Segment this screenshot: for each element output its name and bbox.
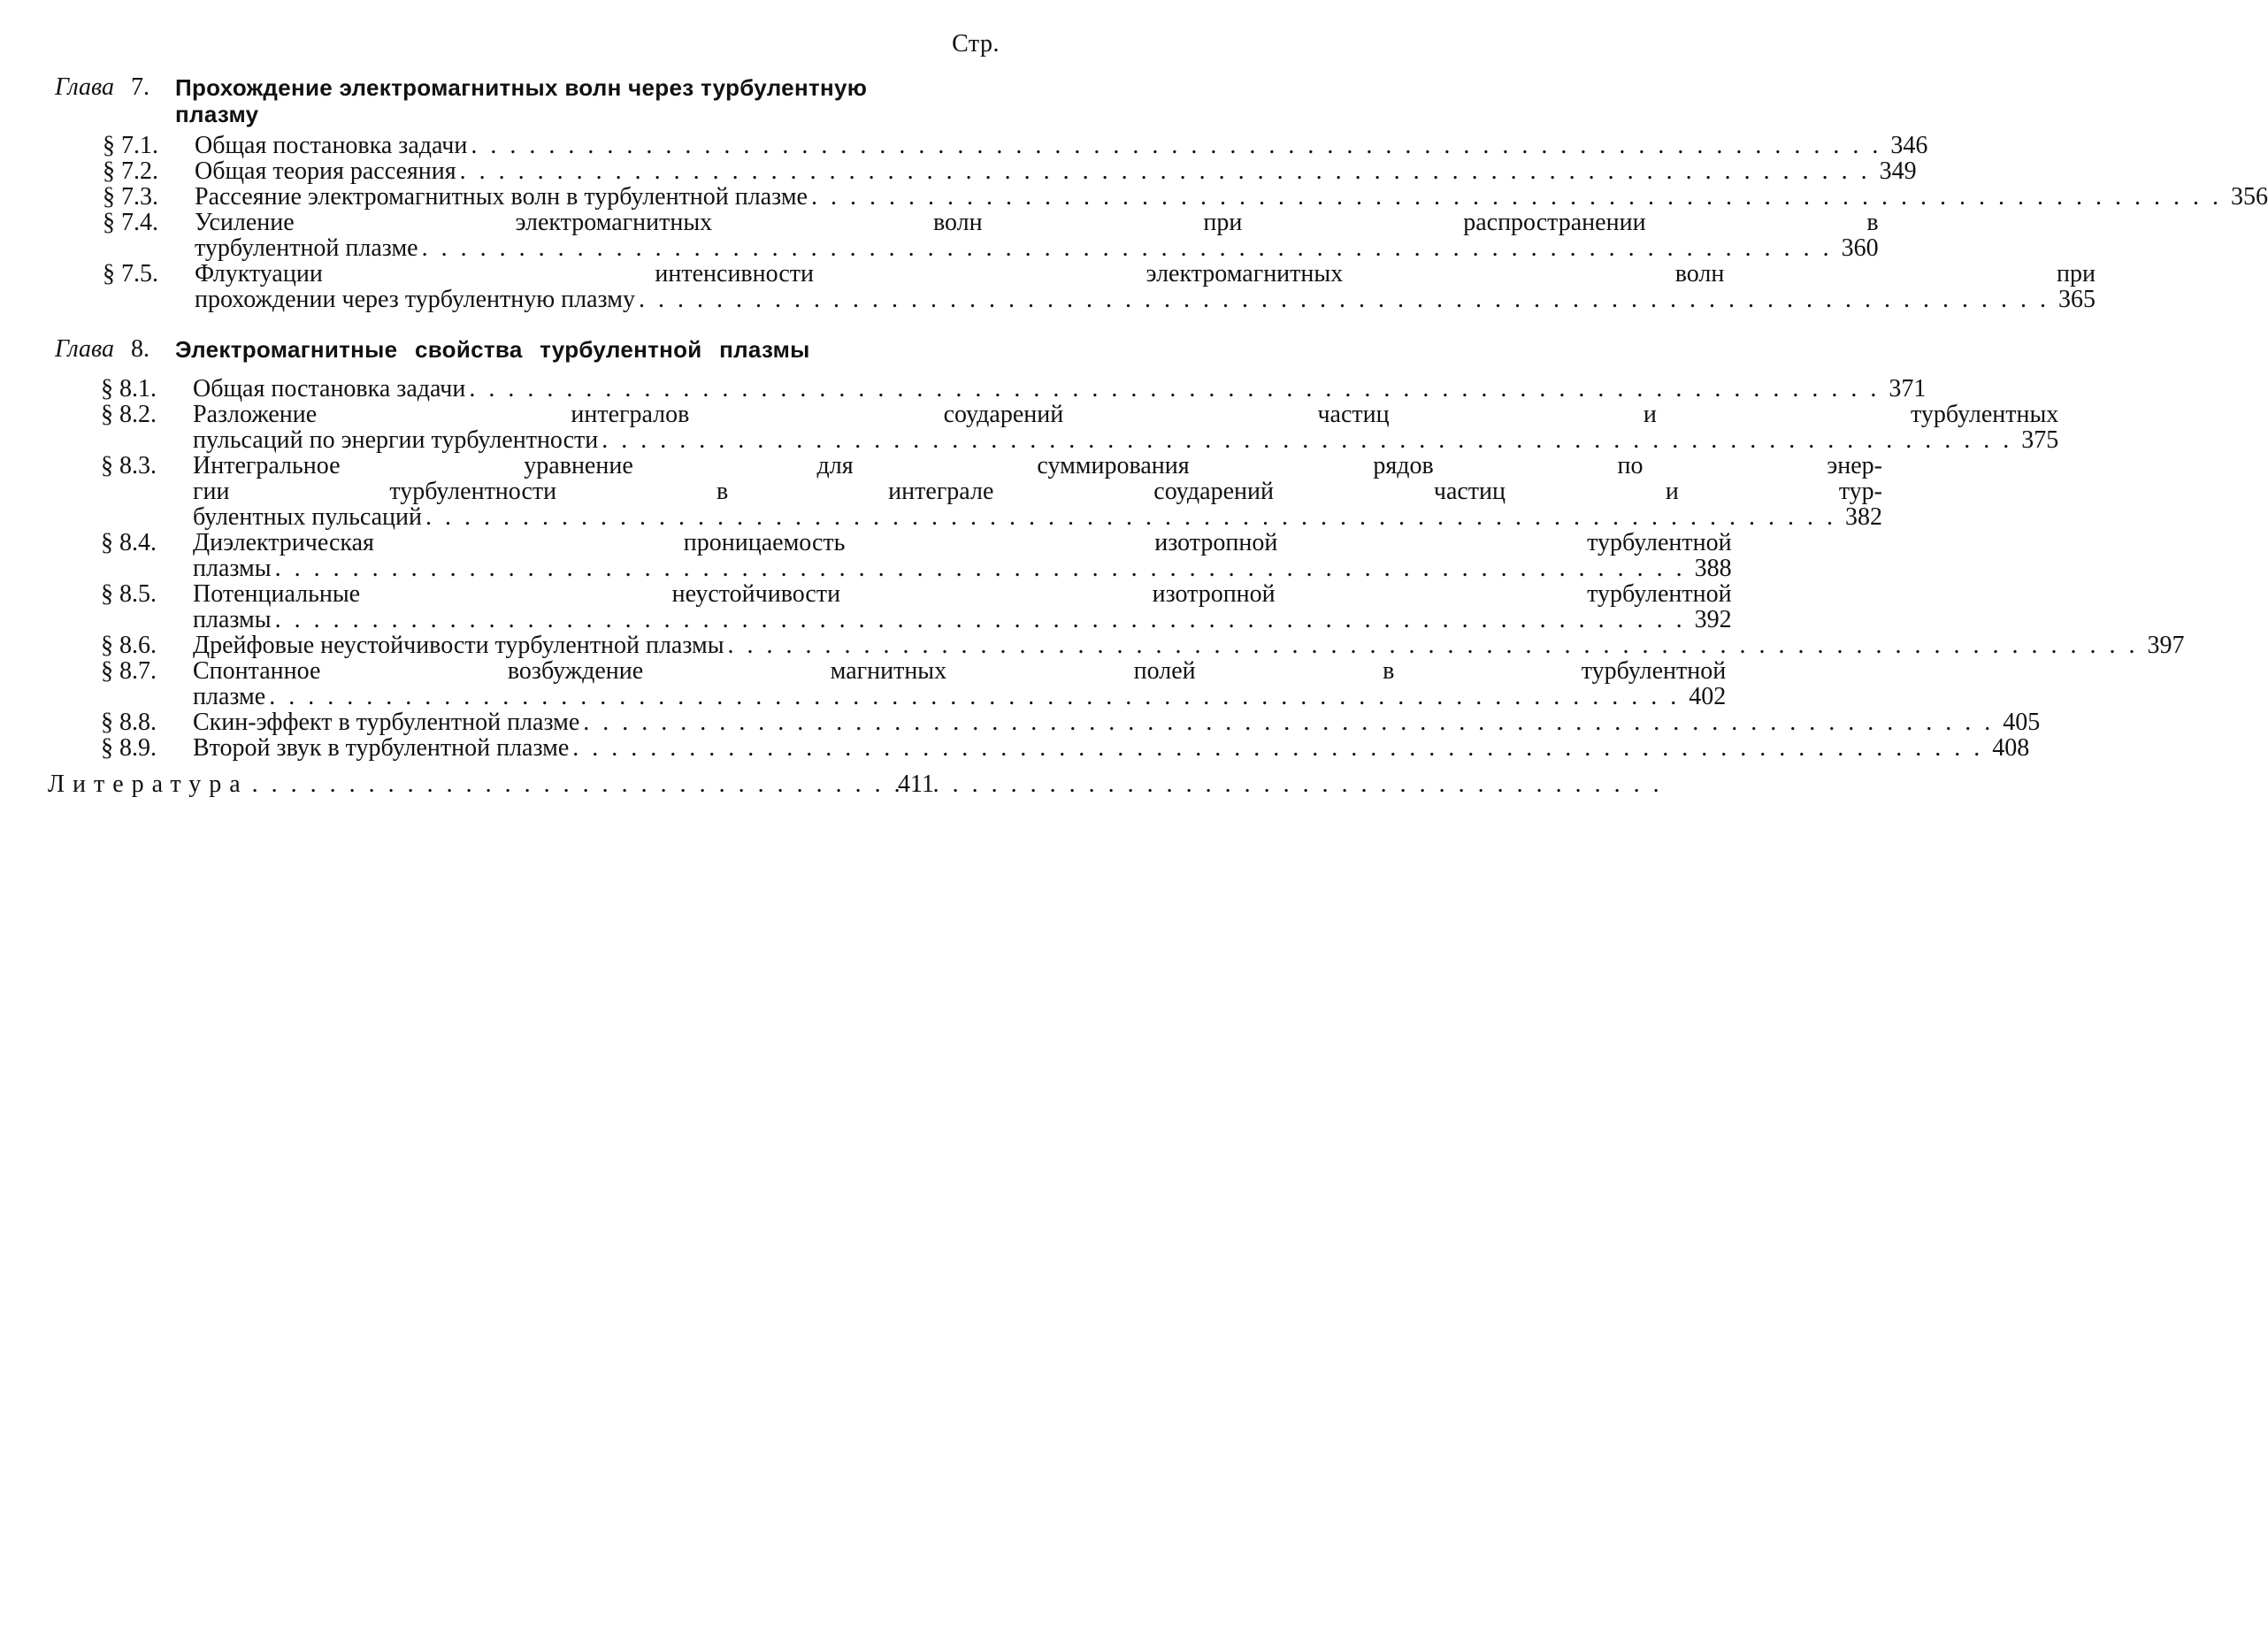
dot-leader	[639, 287, 2050, 312]
dot-leader	[425, 504, 1836, 530]
dot-leader	[471, 133, 1881, 158]
toc-section-entry[interactable]	[101, 709, 2041, 736]
section-title	[195, 133, 1927, 158]
page-number: 411	[898, 770, 934, 798]
toc-section-entry[interactable]	[103, 209, 1879, 262]
dot-leader	[275, 556, 1686, 581]
section-title	[195, 261, 2096, 312]
section-title-line	[193, 709, 2040, 735]
toc-section-entry[interactable]	[101, 632, 2185, 659]
section-title-line	[193, 684, 1726, 709]
toc-section-entry[interactable]	[103, 183, 2268, 211]
page-number: 402	[1689, 683, 1727, 710]
section-title-line	[195, 235, 1879, 261]
section-title	[193, 658, 1726, 709]
section-number: § 8.4.	[101, 529, 157, 556]
dot-leader	[811, 184, 2222, 210]
chapter-label: Глава	[55, 73, 114, 101]
dot-leader	[275, 607, 1686, 632]
section-title-text: турбулентной плазме	[195, 234, 418, 262]
section-title-line	[193, 632, 2185, 658]
chapter-title: Электромагнитные свойства турбулентной плазмы	[175, 336, 810, 363]
chapter-8-heading	[55, 336, 957, 363]
dot-leader	[469, 376, 1880, 402]
chapter-number: 8.	[131, 335, 149, 363]
section-title-text: Спонтанное возбуждение магнитных полей в турбулентной	[193, 657, 1727, 685]
section-number: § 7.3.	[103, 183, 158, 211]
toc-section-entry[interactable]	[101, 452, 1883, 531]
page-number: 388	[1694, 555, 1732, 582]
section-title-text: Общая теория рассеяния	[195, 157, 456, 185]
section-title-text: плазмы	[193, 606, 272, 633]
dot-leader	[422, 235, 1833, 261]
dot-leader	[572, 735, 1983, 761]
page-number: 397	[2147, 632, 2185, 659]
section-title-text: Дрейфовые неустойчивости турбулентной плазмы	[193, 632, 724, 659]
section-number: § 8.2.	[101, 401, 157, 428]
section-title	[193, 376, 1926, 402]
section-title	[193, 735, 2029, 761]
page-number: 371	[1889, 375, 1927, 402]
section-title-line	[195, 287, 2096, 312]
section-title-line	[195, 210, 1879, 235]
chapter-8-sections	[0, 375, 2185, 762]
dot-leader	[269, 684, 1680, 709]
toc-section-entry[interactable]	[101, 657, 1727, 710]
toc-section-entry[interactable]	[103, 132, 1928, 159]
section-title-text: гии турбулентности в интеграле соударений частиц и тур-	[193, 478, 1883, 505]
section-title-text: булентных пульсаций	[193, 503, 423, 531]
chapter-label: Глава	[55, 335, 114, 363]
dot-leader	[252, 771, 888, 798]
toc-section-entry[interactable]	[103, 260, 2096, 313]
page-number: 349	[1879, 157, 1917, 185]
section-number: § 8.8.	[101, 709, 157, 736]
dot-leader	[460, 158, 1871, 184]
toc-section-entry[interactable]	[101, 401, 2059, 454]
page-number: 375	[2021, 426, 2059, 454]
toc-section-entry[interactable]	[103, 157, 1917, 185]
section-title-line	[195, 261, 2096, 287]
toc-section-entry[interactable]	[101, 580, 1732, 633]
section-title-text: Разложение интегралов соударений частиц и турбулентных	[193, 401, 2059, 428]
section-title-line	[193, 556, 1732, 581]
section-number: § 7.2.	[103, 157, 158, 185]
section-title-text: Диэлектрическая проницаемость изотропной турбулентной	[193, 529, 1732, 556]
section-title-line	[193, 581, 1732, 607]
section-number: § 8.7.	[101, 657, 157, 685]
toc-section-entry[interactable]	[101, 734, 2030, 762]
section-title-line	[193, 658, 1726, 684]
page-number: 365	[2057, 286, 2096, 313]
page-column-header: Стр.	[952, 30, 1000, 58]
page-number: 392	[1694, 606, 1732, 633]
section-number: § 8.9.	[101, 734, 157, 762]
section-title-text: Рассеяние электромагнитных волн в турбулентной плазме	[195, 183, 808, 211]
section-title-text: Скин-эффект в турбулентной плазме	[193, 709, 580, 736]
page-number: 405	[2003, 709, 2041, 736]
page-number: 356	[2230, 183, 2268, 211]
section-number: § 7.5.	[103, 260, 158, 288]
section-title-text: Усиление электромагнитных волн при распространении в	[195, 209, 1879, 236]
section-title	[193, 453, 1882, 530]
section-title	[193, 709, 2040, 735]
section-title-text: прохождении через турбулентную плазму	[195, 286, 635, 313]
section-title-text: Общая постановка задачи	[193, 375, 466, 402]
section-title-line	[195, 158, 1917, 184]
section-number: § 8.1.	[101, 375, 157, 402]
section-title-text: Общая постановка задачи	[195, 132, 468, 159]
section-title-line	[193, 607, 1732, 632]
section-title-text: Второй звук в турбулентной плазме	[193, 734, 570, 762]
section-number: § 8.6.	[101, 632, 157, 659]
section-title	[195, 210, 1879, 261]
section-title-text: плазме	[193, 683, 266, 710]
dot-leader	[583, 709, 1994, 735]
chapter-title: Прохождение электромагнитных волн через турбулентную плазму	[175, 74, 868, 127]
section-title-text: Интегральное уравнение для суммирования рядов по энер-	[193, 452, 1883, 479]
section-title	[195, 184, 2268, 210]
section-title-line	[195, 184, 2268, 210]
section-title-line	[193, 453, 1882, 479]
page-number: 408	[1992, 734, 2030, 762]
section-title-line	[193, 530, 1732, 556]
section-title-text: пульсаций по энергии турбулентности	[193, 426, 599, 454]
section-title-line	[195, 133, 1927, 158]
section-title-line	[193, 402, 2058, 427]
toc-section-entry[interactable]	[101, 375, 1927, 402]
chapter-7-heading	[55, 74, 957, 127]
section-title-line	[193, 735, 2029, 761]
dot-leader	[601, 427, 2012, 453]
section-title-line	[193, 427, 2058, 453]
section-title	[195, 158, 1917, 184]
section-number: § 8.5.	[101, 580, 157, 608]
section-title-line	[193, 376, 1926, 402]
section-number: § 8.3.	[101, 452, 157, 479]
section-title	[193, 530, 1732, 581]
section-title	[193, 632, 2185, 658]
literature-entry[interactable]	[48, 771, 934, 798]
page-number: 382	[1845, 503, 1883, 531]
section-number: § 7.4.	[103, 209, 158, 236]
literature-label: Литература	[48, 770, 249, 798]
chapter-number: 7.	[131, 73, 149, 101]
section-title-line	[193, 479, 1882, 504]
toc-section-entry[interactable]	[101, 529, 1732, 582]
chapter-7-sections	[0, 132, 2268, 313]
section-title-text: плазмы	[193, 555, 272, 582]
section-title-line	[193, 504, 1882, 530]
section-title-text: Флуктуации интенсивности электромагнитных волн при	[195, 260, 2096, 288]
page-number: 360	[1841, 234, 1879, 262]
section-title	[193, 581, 1732, 632]
page-number: 346	[1890, 132, 1928, 159]
section-title-text: Потенциальные неустойчивости изотропной турбулентной	[193, 580, 1732, 608]
section-title	[193, 402, 2058, 453]
section-number: § 7.1.	[103, 132, 158, 159]
dot-leader	[728, 632, 2139, 658]
